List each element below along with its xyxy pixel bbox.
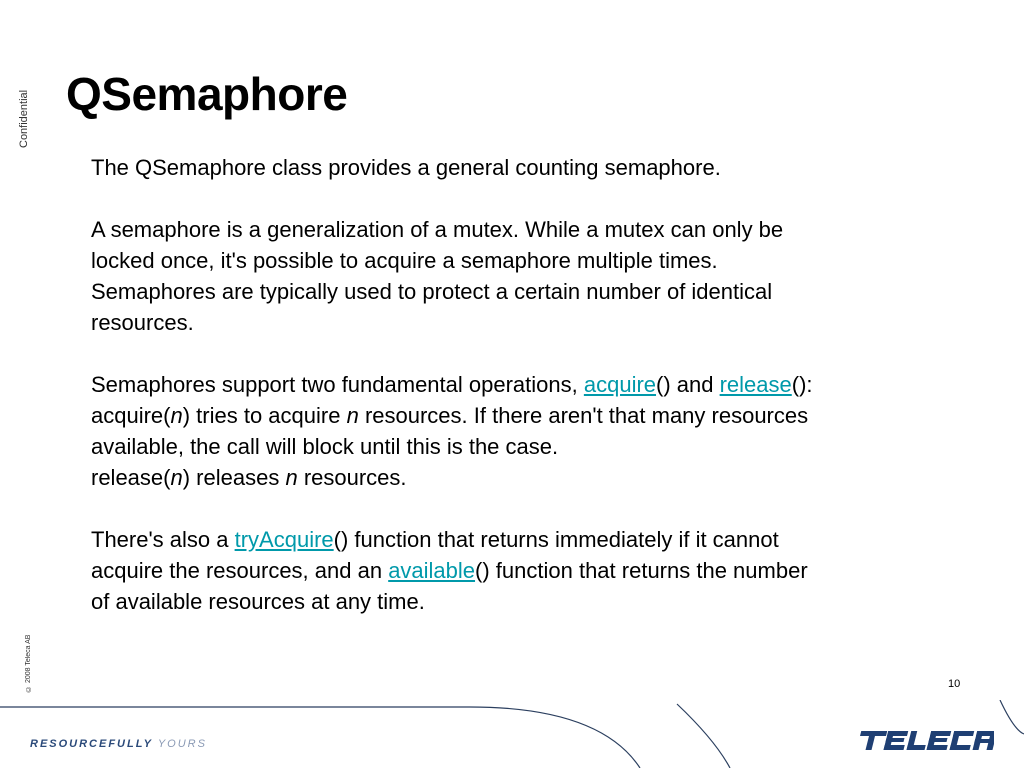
- paragraph-definition: [91, 214, 951, 338]
- slide-body: [91, 152, 951, 617]
- operations-text: ():: [791, 372, 813, 397]
- release-text: resources.: [297, 465, 407, 490]
- confidential-label: Confidential: [18, 89, 30, 148]
- tagline: [30, 738, 207, 750]
- teleca-logo: [856, 728, 994, 754]
- paragraph-operations: [91, 369, 951, 493]
- page-number: 10: [948, 678, 961, 690]
- extras-line: [91, 524, 951, 555]
- extras-text: () function that returns immediately if it cannot: [333, 527, 779, 552]
- paragraph-intro: [91, 152, 951, 183]
- operations-text: () and: [656, 372, 720, 397]
- extras-text: acquire the resources, and an: [91, 558, 389, 583]
- release-text: release(: [91, 465, 171, 490]
- param-n: n: [346, 403, 359, 428]
- footer-curve-right: [677, 704, 730, 768]
- operations-line: [91, 369, 951, 400]
- paragraph-extras: [91, 524, 951, 617]
- release-link[interactable]: release: [719, 372, 792, 397]
- extras-text: There's also a: [91, 527, 235, 552]
- acquire-link[interactable]: acquire: [583, 372, 657, 397]
- copyright-label: © 2008 Teleca AB: [25, 634, 32, 692]
- tryacquire-link[interactable]: tryAcquire: [234, 527, 334, 552]
- definition-line: resources.: [91, 310, 194, 335]
- footer-curve-corner: [1000, 700, 1024, 734]
- param-n: n: [285, 465, 298, 490]
- param-n: n: [170, 465, 183, 490]
- tagline-bold: RESOURCEFULLY: [30, 738, 153, 750]
- definition-line: Semaphores are typically used to protect a certain number of identical: [91, 279, 773, 304]
- param-n: n: [170, 403, 183, 428]
- acquire-description-line: [91, 400, 951, 431]
- definition-line: locked once, it's possible to acquire a semaphore multiple times.: [91, 248, 718, 273]
- extras-line: of available resources at any time.: [91, 589, 425, 614]
- available-link[interactable]: available: [388, 558, 476, 583]
- acquire-text: acquire(: [91, 403, 171, 428]
- acquire-text: ) tries to acquire: [182, 403, 347, 428]
- slide-title: QSemaphore: [66, 68, 348, 120]
- extras-line: [91, 555, 951, 586]
- release-text: ) releases: [182, 465, 286, 490]
- definition-line: A semaphore is a generalization of a mutex. While a mutex can only be: [91, 217, 784, 242]
- acquire-text: resources. If there aren't that many resources: [358, 403, 809, 428]
- release-description-line: [91, 462, 951, 493]
- intro-text: The QSemaphore class provides a general counting semaphore.: [91, 155, 721, 180]
- operations-text: Semaphores support two fundamental operations,: [91, 372, 584, 397]
- acquire-description-line: available, the call will block until this is the case.: [91, 434, 559, 459]
- tagline-light: YOURS: [157, 738, 207, 750]
- extras-text: () function that returns the number: [475, 558, 808, 583]
